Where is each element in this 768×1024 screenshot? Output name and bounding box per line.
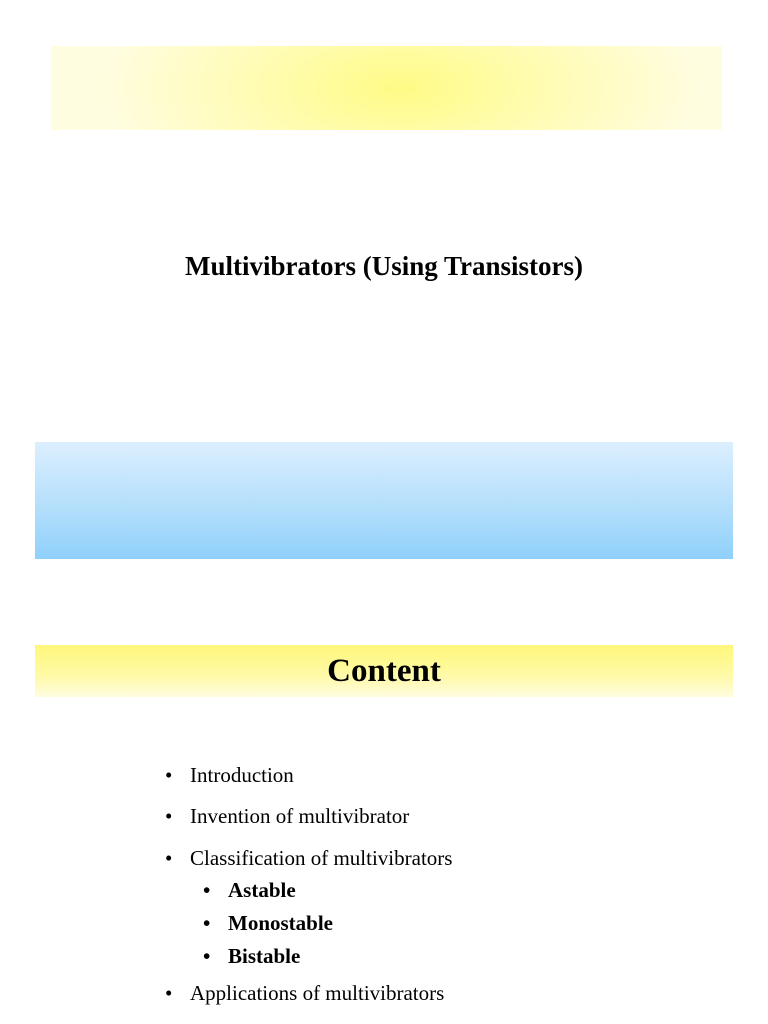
sub-item-label: Monostable [228,911,333,935]
content-heading: Content [327,653,441,689]
list-item-label: Applications of multivibrators [190,981,445,1005]
list-item-label: Invention of multivibrator [190,804,410,828]
bullet-icon: • [203,878,211,902]
bullet-icon: • [165,804,173,828]
slide-title: Multivibrators (Using Transistors) [185,251,583,281]
bullet-icon: • [165,981,173,1005]
list-item-label: Classification of multivibrators [190,846,453,870]
bullet-icon: • [165,846,173,870]
bullet-icon: • [203,911,211,935]
sub-item-astable [203,876,296,904]
list-item-applications [165,979,445,1007]
bullet-icon: • [165,763,173,787]
sub-item-bistable [203,942,301,970]
list-item-invention [165,802,410,830]
sub-item-monostable [203,909,333,937]
sub-item-label: Astable [228,878,296,902]
list-item-classification [165,844,453,872]
bullet-icon: • [203,944,211,968]
list-item-introduction [165,761,294,789]
sub-item-label: Bistable [228,944,301,968]
list-item-label: Introduction [190,763,294,787]
